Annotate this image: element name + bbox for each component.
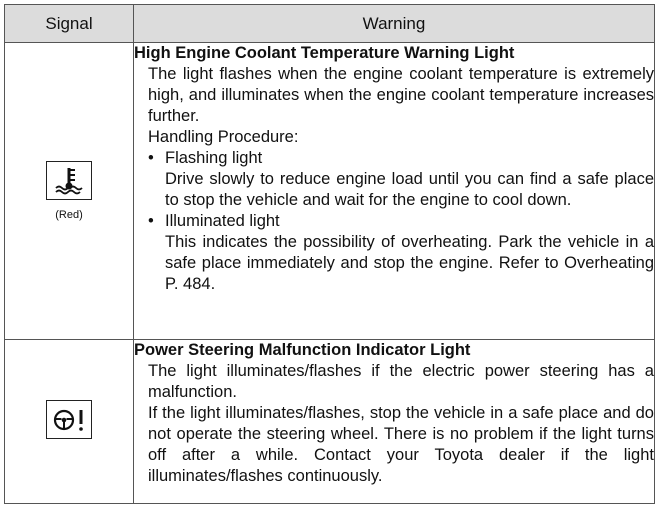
list-item-label: Flashing light [165,149,263,167]
warning-title: High Engine Coolant Temperature Warning Light [134,44,515,62]
warning-description: If the light illuminates/flashes, stop the vehicle in a safe place and do not operate the steering wheel. There is no problem if the light turns off after a while. Contact your Toyota dealer if the light illuminates/flashes continuously. [148,404,654,485]
signal-column-header: Signal [5,5,134,43]
table-header-row [5,5,655,43]
list-item-text: Drive slowly to reduce engine load until you can find a safe place to stop the vehicle and wait for the engine to cool down. [165,170,654,209]
list-item [134,211,654,232]
warning-description: The light illuminates/flashes if the electric power steering has a malfunction. [148,362,654,401]
signal-cell [5,43,134,340]
warning-description: The light flashes when the engine coolant temperature is extremely high, and illuminates when the engine coolant temperature increases further. [148,65,654,125]
warning-cell [134,43,655,340]
procedure-label: Handling Procedure: [148,128,299,146]
list-item-label: Illuminated light [165,212,280,230]
coolant-temperature-icon [46,161,92,200]
list-item [134,148,654,169]
table-row [5,43,655,340]
warning-column-header: Warning [134,5,655,43]
bullet-icon: • [148,212,154,230]
warning-table [4,4,655,504]
warning-title: Power Steering Malfunction Indicator Light [134,341,471,359]
power-steering-warning-icon [46,400,92,439]
bullet-icon: • [148,149,154,167]
signal-cell [5,340,134,504]
table-row [5,340,655,504]
icon-color-label: (Red) [55,209,83,221]
warning-cell [134,340,655,504]
list-item-text: This indicates the possibility of overheating. Park the vehicle in a safe place immediately and stop the engine. Refer to Overheating P. 484. [165,233,654,293]
